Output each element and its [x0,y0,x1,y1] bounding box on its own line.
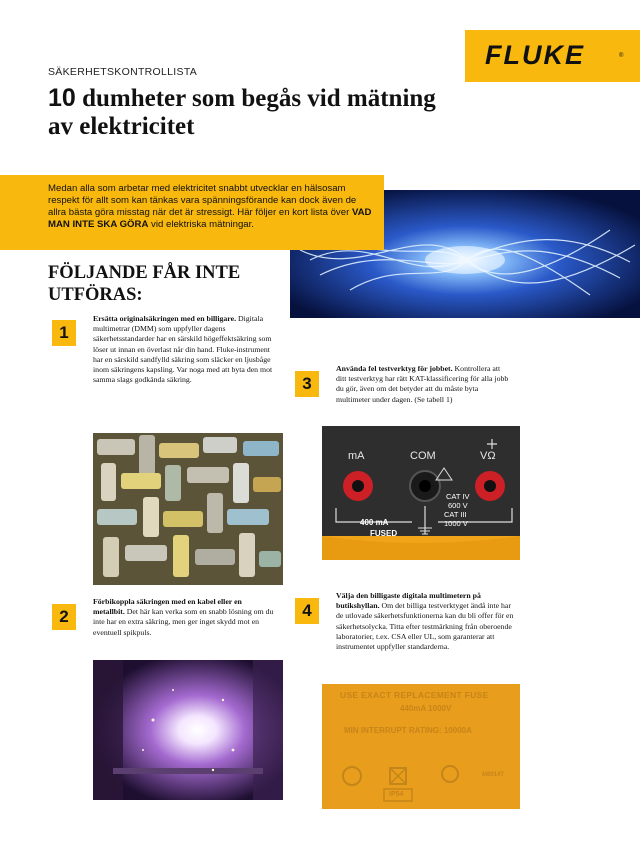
item-number-3: 3 [295,371,319,397]
intro-highlight: VAD MAN INTE SKA GÖRA [48,207,372,230]
intro-end: vid elektriska mätningar. [148,219,254,230]
cat-iii-voltage: 1000 V [444,519,468,528]
fuse-label-line3: MIN INTERRUPT RATING: 10000A [344,726,472,735]
fuse-label-image [322,684,520,809]
intro-body: Medan alla som arbetar med elektricitet snabbt utvecklar en hälsosam respekt för allt som kan tänkas vara spänningsförande kan dock även de allra bästa göra misstag när det är stressigt. Här följer en kort lista över [48,183,357,218]
fused-rating: 400 mA [360,518,389,527]
fuse-label-line2: 440mA 1000V [400,704,452,713]
item-4-title: Välja den billigaste digitala multimetern på butikshyllan. [336,591,481,611]
item-4-text [336,591,516,652]
jack-ma-label: mA [348,450,365,462]
item-3-title: Använda fel testverktyg för jobbet. [336,364,453,373]
item-1-body: Digitala multimetrar (DMM) som uppfyller dagens säkerhetsstandarder har en särskild högeffektsäkring som löser ut innan en överlast når din hand. Fluke-instrument har en särskild sandfylld säkring som släcker en ljusbåge inom säkringens kapsling. Var noga med att byta den mot samma slags godkända säkring. [93,314,273,385]
item-number-2: 2 [52,604,76,630]
item-number-1: 1 [52,320,76,346]
item-number-4: 4 [295,598,319,624]
ip-rating: IP54 [389,791,404,798]
title-text: dumheter som begås vid mätning av elektricitet [48,85,436,140]
kicker: SÄKERHETSKONTROLLISTA [48,66,198,78]
fuses-image [93,433,283,585]
section-heading: FÖLJANDE FÅR INTE UTFÖRAS: [48,263,241,305]
fused-label: FUSED [370,529,398,538]
item-2-body: Det här kan verka som en snabb lösning om du inte har en extra säkring, men ger inget skydd mot en eventuell spikpuls. [93,607,274,637]
fuse-label-line1: USE EXACT REPLACEMENT FUSE [340,690,489,700]
meter-jacks-image [322,426,520,560]
cat-iv: CAT IV [446,492,470,501]
title-number: 10 [48,84,76,112]
cat-iv-voltage: 600 V [448,501,468,510]
cat-iii: CAT III [444,510,467,519]
item-3-text [336,364,511,405]
page-title [48,84,448,141]
item-1-title: Ersätta originalsäkringen med en billigare. [93,314,237,323]
arc-flash-image [93,660,283,800]
fluke-logo [465,30,640,82]
item-2-title: Förbikoppla säkringen med en kabel eller en metallbit. [93,597,242,617]
registered-mark: ® [619,53,624,59]
intro-band [0,175,384,250]
item-3-body: Kontrollera att ditt testverktyg har rätt KAT-klassificering för alla jobb du gör, även om det betyder att du måste byta multimeter under dagen. (Se tabell 1) [336,364,509,404]
logo-text: FLUKE [485,40,585,70]
intro-text [48,183,376,231]
item-4-body: Om det billiga testverktyget ändå inte har de utlovade säkerhetsfunktionerna kan du bli offer för en säkerhetsolycka. Titta efter testmärkning från oberoende laboratorier, t.ex. CSA eller UL, som garanterar att instrumentet uppfyller standarderna. [336,601,514,652]
jack-com-label: COM [410,450,436,462]
model-code: M8014T [482,772,505,778]
item-1-text [93,314,273,385]
item-2-text [93,597,275,638]
jack-v-label: VΩ [480,450,496,462]
